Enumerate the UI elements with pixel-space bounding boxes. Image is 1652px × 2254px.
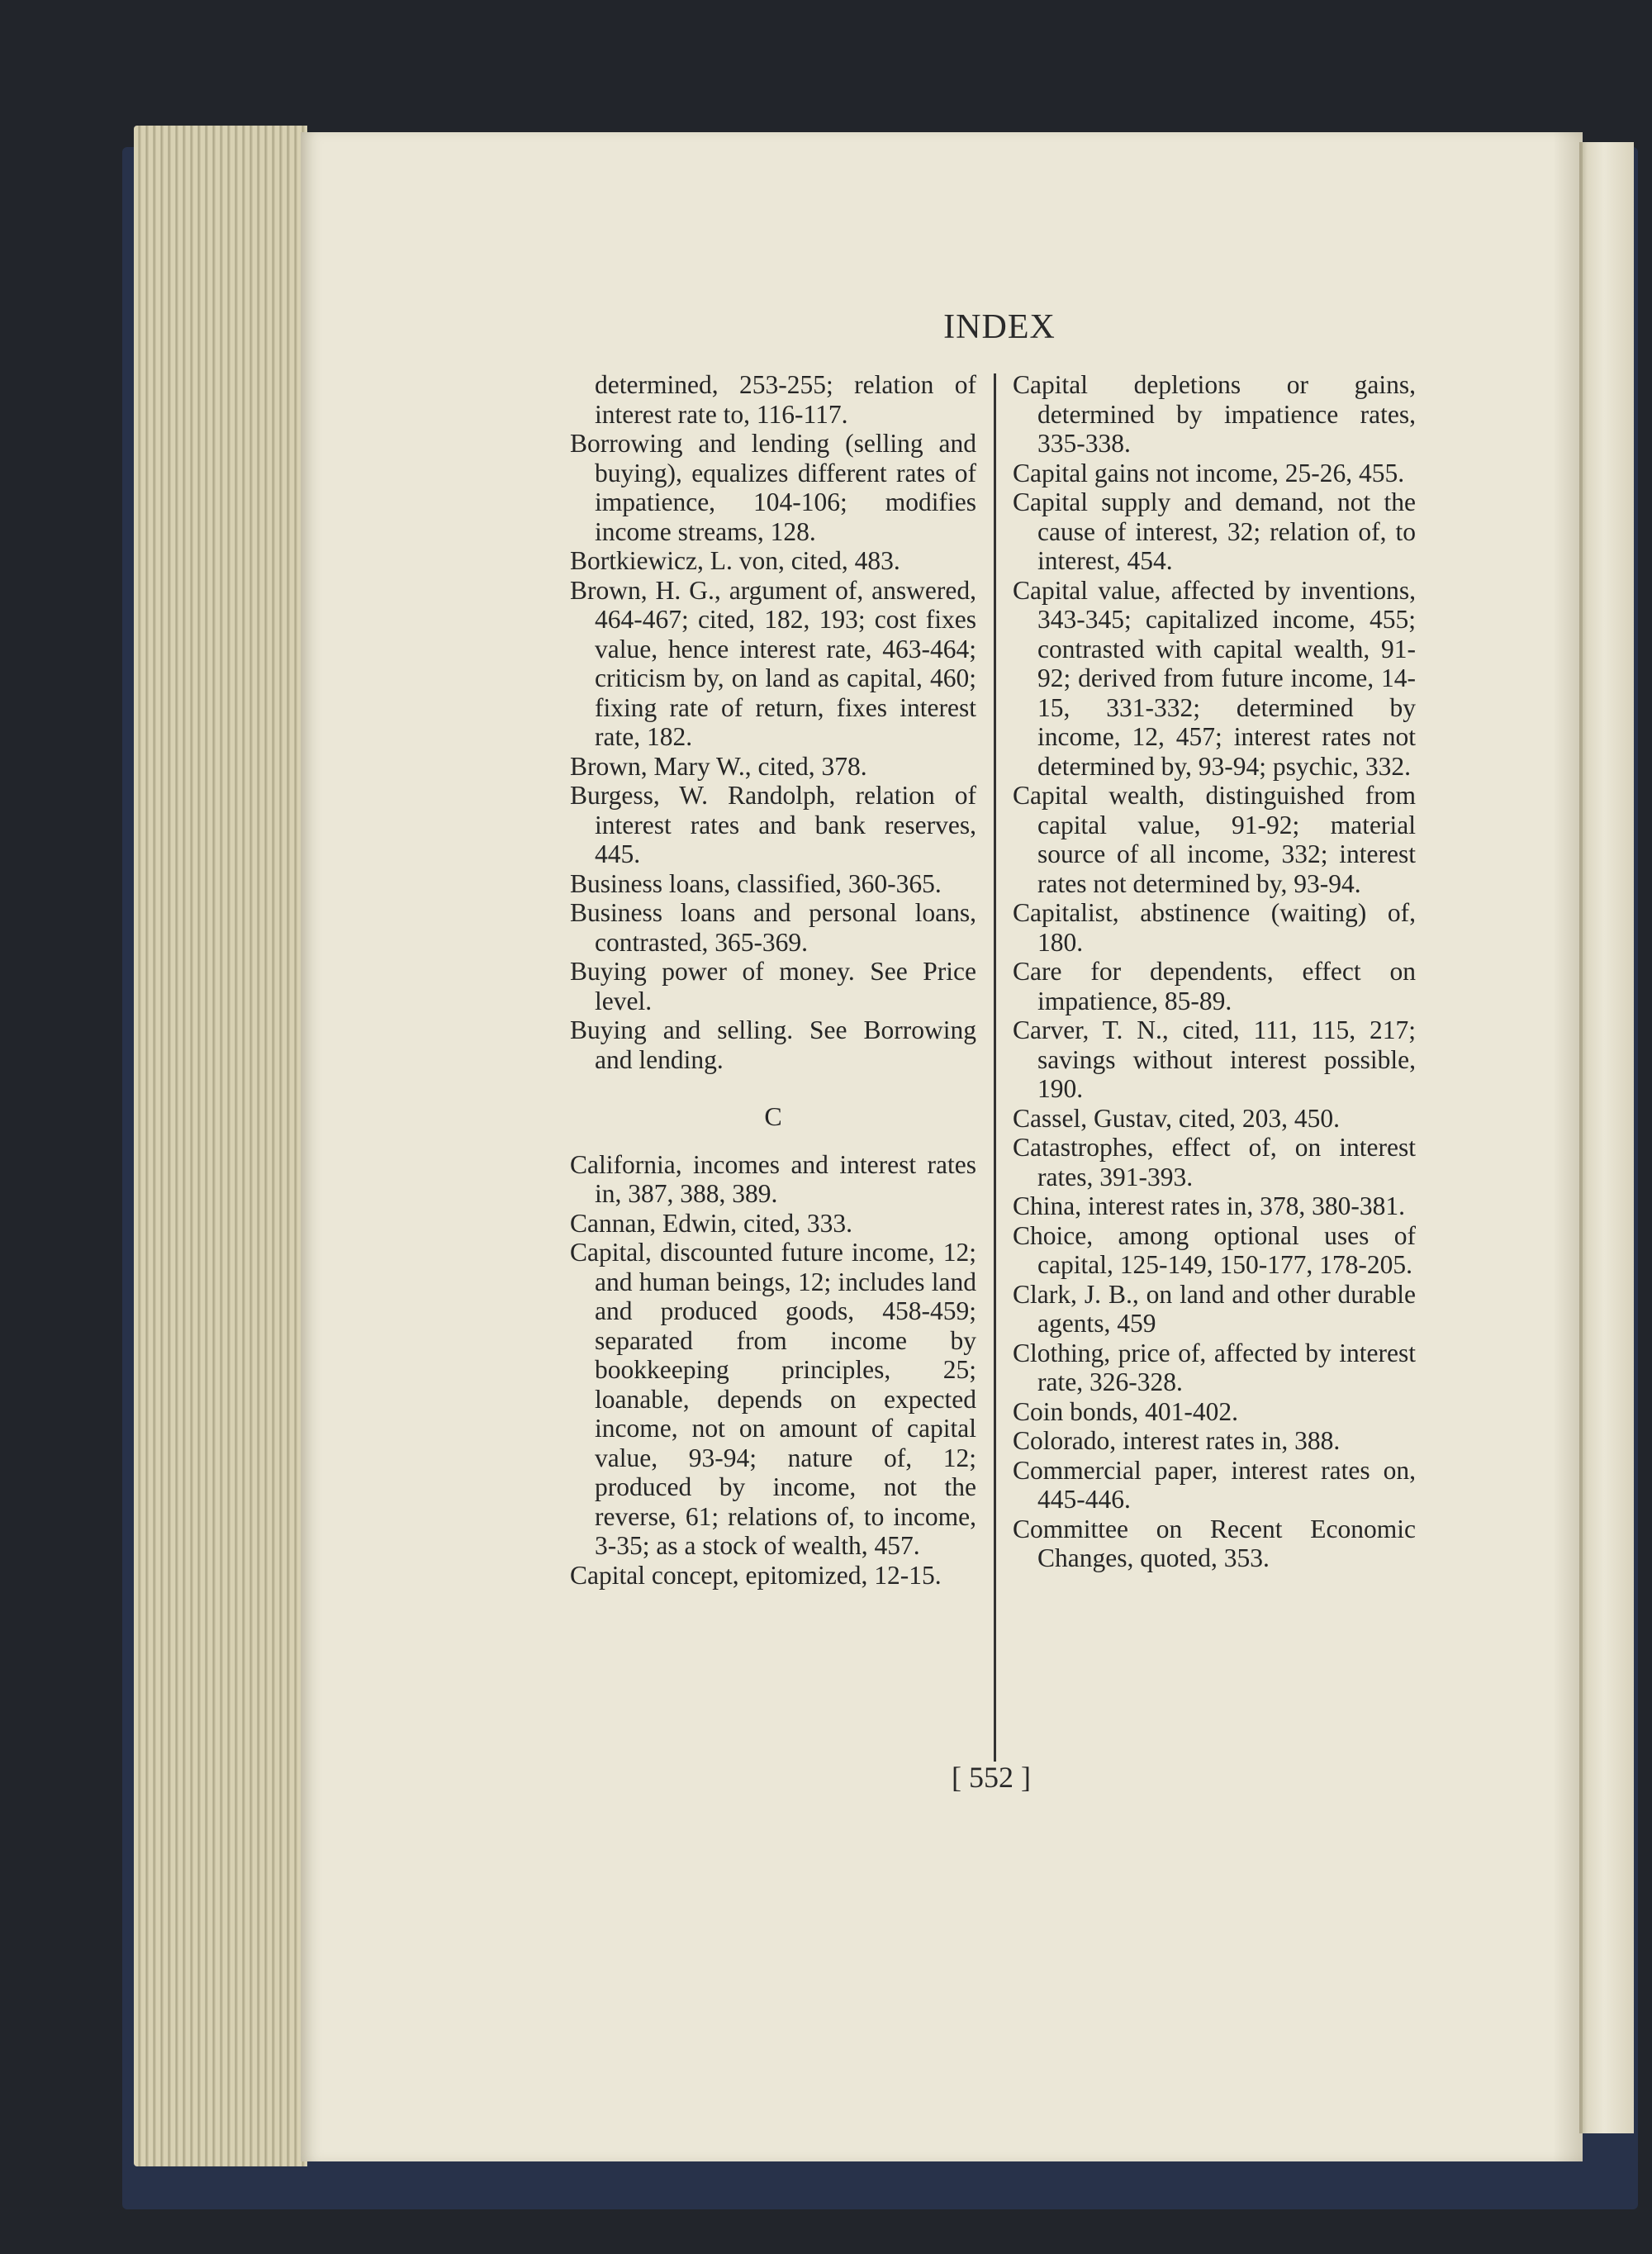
column-divider (994, 373, 996, 1762)
right-column (1013, 370, 1416, 1573)
index-entry: Buying power of money. See Price level. (570, 957, 976, 1015)
index-entry: Colorado, interest rates in, 388. (1013, 1426, 1341, 1455)
index-entry: Commercial paper, interest rates on, 445-446. (1013, 1455, 1416, 1514)
index-entry: Clothing, price of, affected by interest rate, 326-328. (1013, 1338, 1416, 1396)
index-entry: Capital concept, epitomized, 12-15. (570, 1560, 942, 1590)
page-number: [ 552 ] (952, 1761, 1031, 1794)
index-entry: Carver, T. N., cited, 111, 115, 217; savings without interest possible, 190. (1013, 1015, 1416, 1103)
index-entry: China, interest rates in, 378, 380-381. (1013, 1191, 1406, 1220)
index-entry: Business loans and personal loans, contrasted, 365-369. (570, 898, 976, 957)
gutter-shade (1553, 132, 1583, 2161)
index-entry: Coin bonds, 401-402. (1013, 1396, 1239, 1426)
index-entry: Capital depletions or gains, determined by impatience rates, 335-338. (1013, 370, 1416, 458)
section-letter: C (764, 1101, 782, 1131)
index-entry: determined, 253-255; relation of interest rate to, 116-117. (595, 370, 976, 429)
index-entry: Capital supply and demand, not the cause of interest, 32; relation of, to interest, 454. (1013, 487, 1416, 575)
index-entry: Clark, J. B., on land and other durable agents, 459 (1013, 1279, 1416, 1338)
index-entry: Committee on Recent Economic Changes, quoted, 353. (1013, 1514, 1416, 1572)
index-entry: Catastrophes, effect of, on interest rates, 391-393. (1013, 1133, 1416, 1191)
index-entry: Capital value, affected by inventions, 343-345; capitalized income, 455; contrasted with capital wealth, 91-92; derived from future income, 14-15, 331-332; determined by income, 12, 457; interest rates not determined by, 93-94; psychic, 332. (1013, 575, 1416, 781)
index-entry: Capital, discounted future income, 12; and human beings, 12; includes land and produced goods, 458-459; separated from income by bookkeeping principles, 25; loanable, depends on expected income, not on amount of capital value, 93-94; nature of, 12; produced by income, not the reverse, 61; relations of, to income, 3-35; as a stock of wealth, 457. (570, 1238, 976, 1560)
index-entry: Bortkiewicz, L. von, cited, 483. (570, 546, 900, 575)
index-entry: Cannan, Edwin, cited, 333. (570, 1208, 853, 1238)
index-entry: Buying and selling. See Borrowing and lending. (570, 1015, 976, 1074)
page-title: INDEX (943, 308, 1056, 346)
index-entry: Cassel, Gustav, cited, 203, 450. (1013, 1103, 1341, 1133)
page-block-edge (134, 126, 307, 2166)
index-entry: Care for dependents, effect on impatience, 85-89. (1013, 957, 1416, 1015)
index-entry: Brown, H. G., argument of, answered, 464-467; cited, 182, 193; cost fixes value, hence interest rate, 463-464; criticism by, on land as capital, 460; fixing rate of return, fixes interest rate, 182. (570, 575, 976, 751)
next-page-edge (1579, 142, 1634, 2133)
index-entry: Business loans, classified, 360-365. (570, 868, 942, 898)
index-entry: Capital gains not income, 25-26, 455. (1013, 458, 1405, 487)
index-entry: Capitalist, abstinence (waiting) of, 180. (1013, 898, 1416, 957)
index-entry: Capital wealth, distinguished from capital value, 91-92; material source of all income, 332; interest rates not determined by, 93-94. (1013, 781, 1416, 898)
index-entry: Burgess, W. Randolph, relation of interest rates and bank reserves, 445. (570, 781, 976, 868)
left-column (570, 370, 976, 1590)
index-entry: Brown, Mary W., cited, 378. (570, 751, 867, 781)
index-entry: Borrowing and lending (selling and buying), equalizes different rates of impatience, 104-106; modifies income streams, 128. (570, 429, 976, 546)
index-entry: Choice, among optional uses of capital, 125-149, 150-177, 178-205. (1013, 1220, 1416, 1279)
index-entry: California, incomes and interest rates in, 387, 388, 389. (570, 1149, 976, 1208)
